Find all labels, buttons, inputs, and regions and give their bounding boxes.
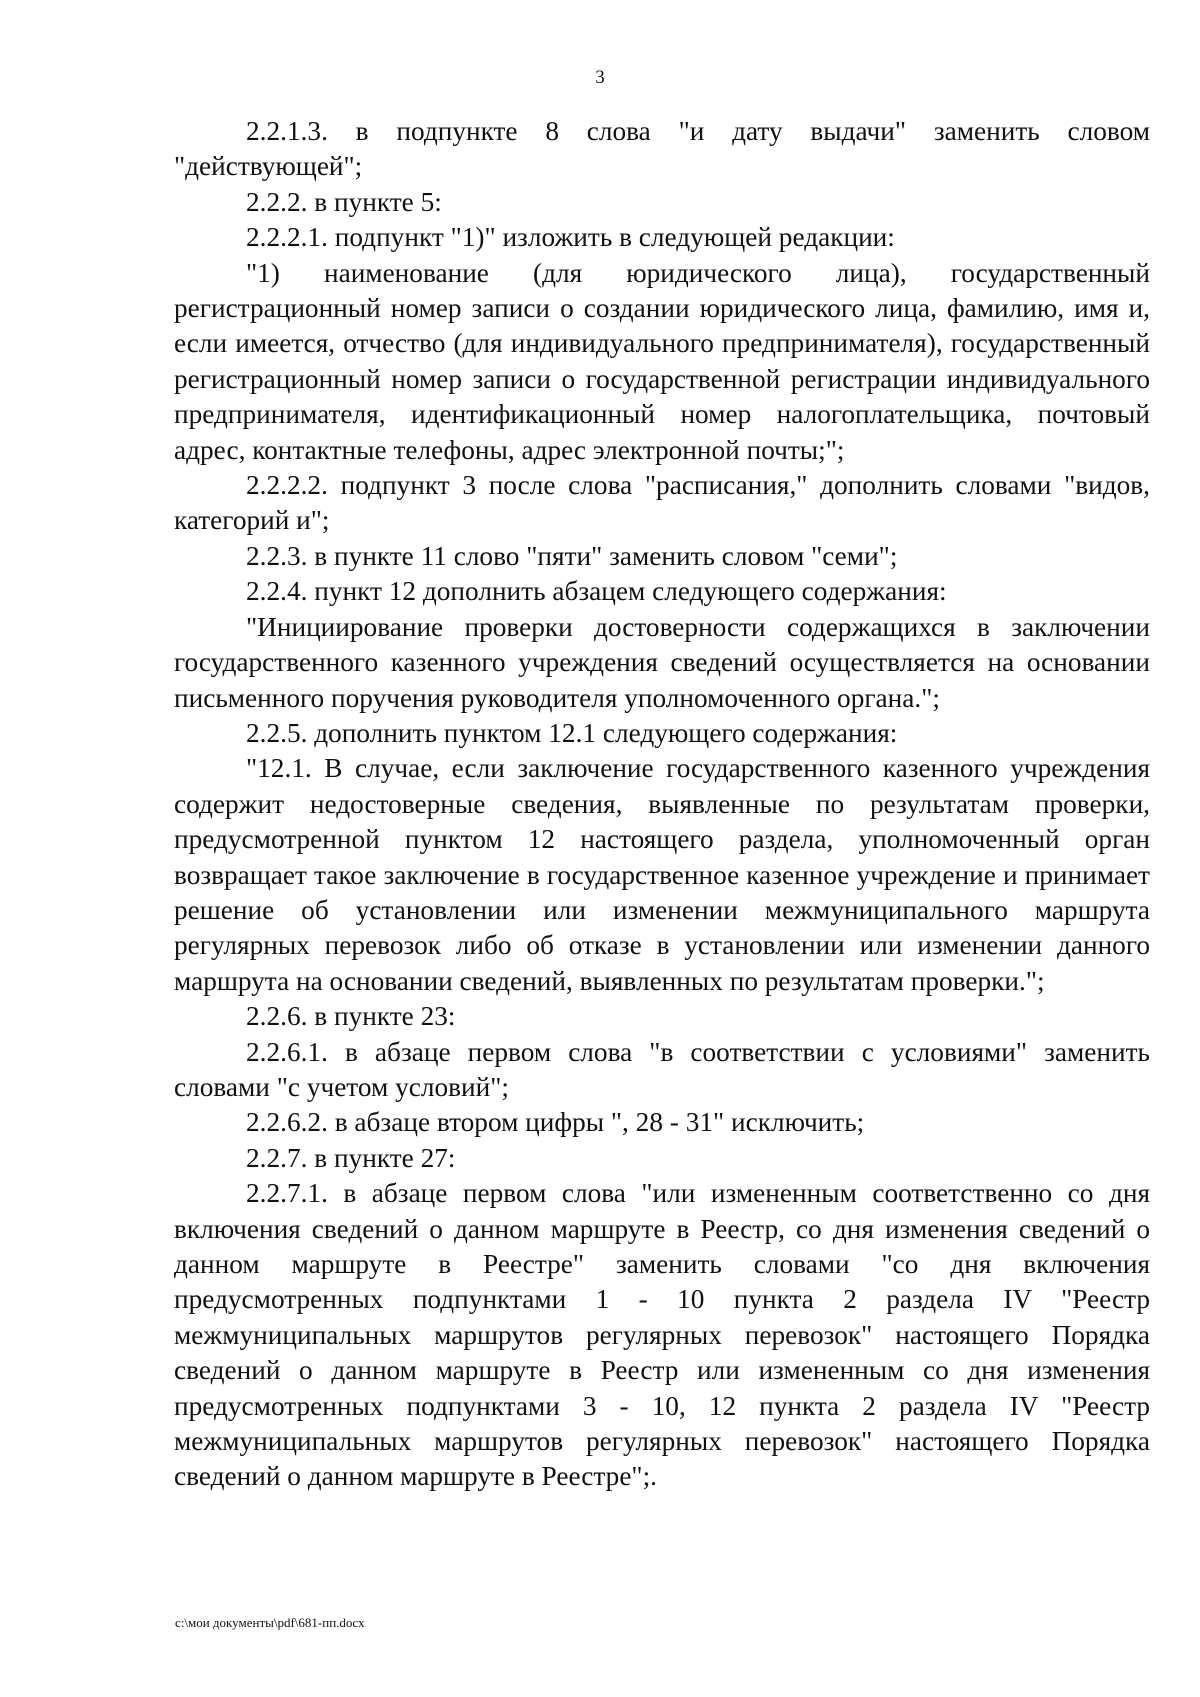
paragraph-2-2-6: 2.2.6. в пункте 23: (246, 1001, 456, 1032)
paragraph-quote-12-1: "12.1. В случае, если заключение государственного казенного учреждения содержит недостоверные сведения, выявленные по результатам проверки, предусмотренной пунктом 12 настоящего раздела, уполномоченный орган возвращает такое заключение в государственное казенное учреждение и принимает решение об установлении или изменении межмуниципального маршрута регулярных перевозок либо об отказе в установлении или изменении данного маршрута на основании сведений, выявленных по результатам проверки."; (174, 753, 1150, 996)
paragraph-quote-initiation: "Инициирование проверки достоверности содержащихся в заключении государственного казенного учреждения сведений осуществляется на основании письменного поручения руководителя уполномоченного органа."; (174, 611, 1150, 713)
paragraph-2-2-2-2: 2.2.2.2. подпункт 3 после слова "расписания," дополнить словами "видов, категорий и"; (174, 470, 1150, 536)
paragraph-quote-subitem-1: "1) наименование (для юридического лица), государственный регистрационный номер записи о создании юридического лица, фамилию, имя и, если имеется, отчество (для индивидуального предпринимателя), государственный регистрационный номер записи о государственной регистрации индивидуального предпринимателя, идентификационный номер налогоплательщика, почтовый адрес, контактные телефоны, адрес электронной почты;"; (174, 257, 1150, 465)
page-number: 3 (595, 67, 605, 88)
paragraph-2-2-4: 2.2.4. пункт 12 дополнить абзацем следующего содержания: (246, 576, 947, 607)
paragraph-2-2-7-1: 2.2.7.1. в абзаце первом слова "или измененным соответственно со дня включения сведений о данном маршруте в Реестр, со дня изменения сведений о данном маршруте в Реестре" заменить словами "со дня включения предусмотренных подпунктами 1 - 10 пункта 2 раздела IV "Реестр межмуниципальных маршрутов регулярных перевозок" настоящего Порядка сведений о данном маршруте в Реестр или измененным со дня изменения предусмотренных подпунктами 3 - 10, 12 пункта 2 раздела IV "Реестр межмуниципальных маршрутов регулярных перевозок" настоящего Порядка сведений о данном маршруте в Реестре";. (174, 1178, 1150, 1492)
paragraph-2-2-2: 2.2.2. в пункте 5: (246, 186, 442, 217)
paragraph-2-2-1-3: 2.2.1.3. в подпункте 8 слова "и дату выдачи" заменить словом "действующей"; (174, 116, 1150, 182)
paragraph-2-2-5: 2.2.5. дополнить пунктом 12.1 следующего содержания: (246, 717, 898, 748)
paragraph-2-2-2-1: 2.2.2.1. подпункт "1)" изложить в следующей редакции: (246, 222, 895, 253)
paragraph-2-2-6-2: 2.2.6.2. в абзаце втором цифры ", 28 - 31" исключить; (246, 1107, 865, 1138)
paragraph-2-2-6-1: 2.2.6.1. в абзаце первом слова "в соответствии с условиями" заменить словами "с учетом условий"; (174, 1036, 1150, 1102)
document-body (174, 114, 1150, 1495)
paragraph-2-2-7: 2.2.7. в пункте 27: (246, 1142, 456, 1173)
paragraph-2-2-3: 2.2.3. в пункте 11 слово "пяти" заменить словом "семи"; (246, 540, 898, 571)
footer-file-path: c:\мои документы\pdf\681-пп.docx (175, 1615, 365, 1630)
